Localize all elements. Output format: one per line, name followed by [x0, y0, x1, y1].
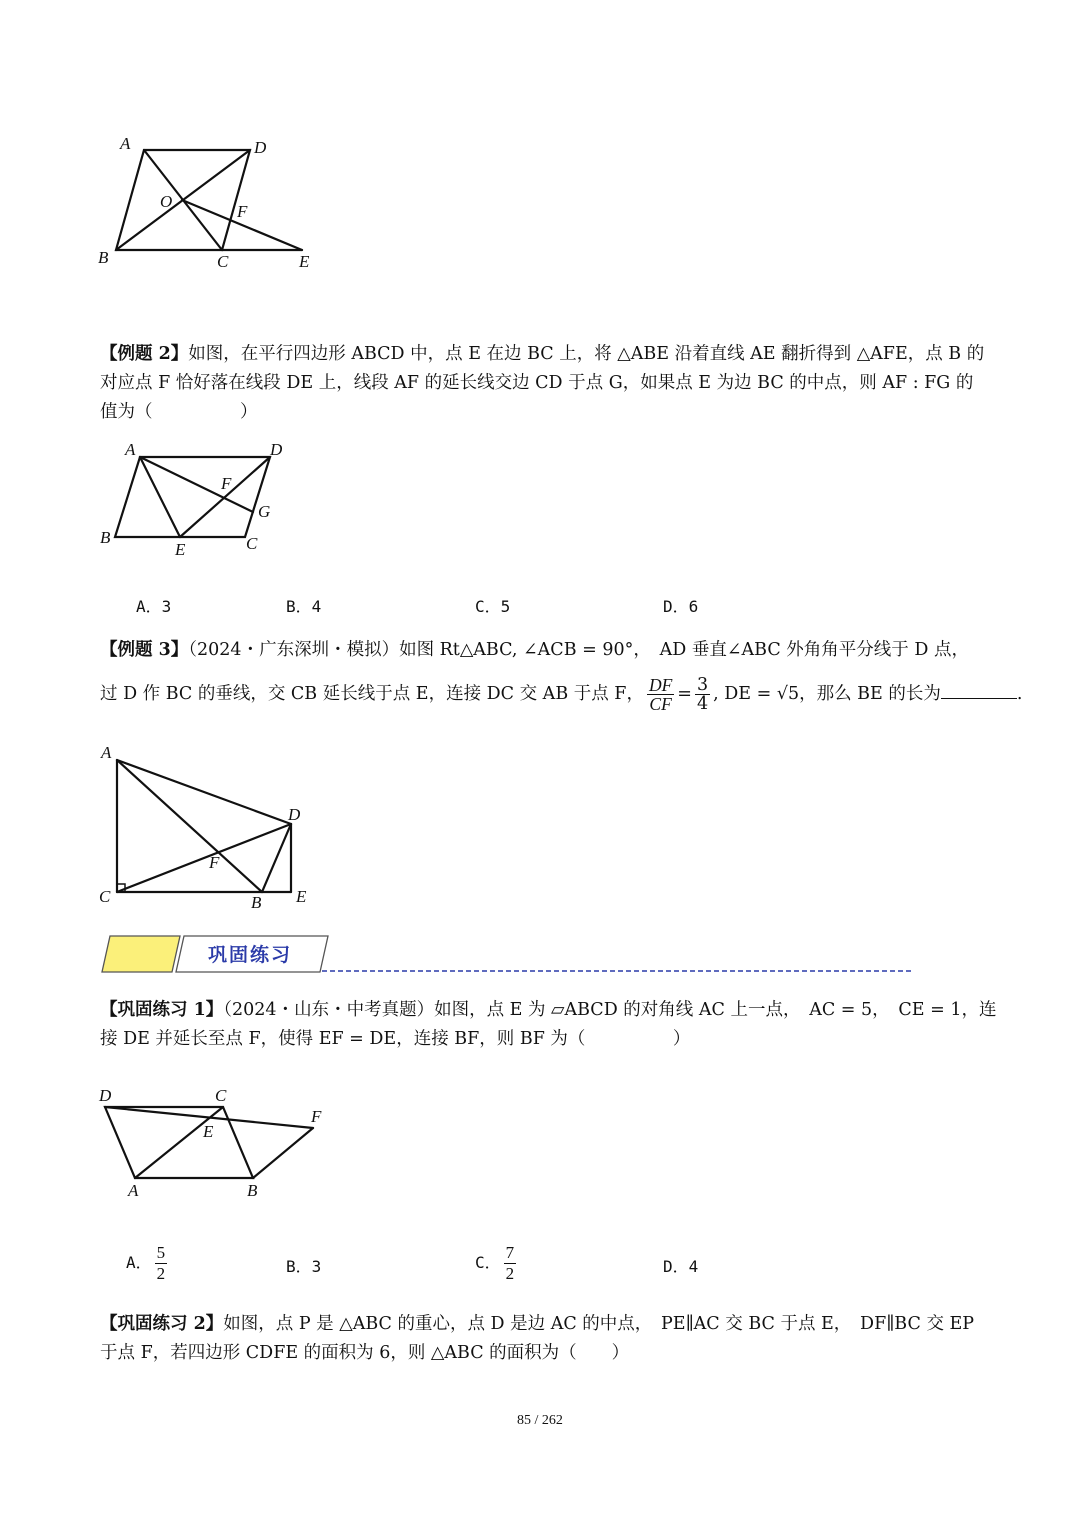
- segment-ab: [117, 760, 262, 892]
- practice1-choice-a[interactable]: [126, 1243, 170, 1284]
- example2-line3: 值为（ ）: [100, 402, 258, 422]
- choice-c-numerator: 7: [505, 1243, 515, 1262]
- label-o: O: [160, 192, 173, 211]
- practice1-line2: 接 DE 并延长至点 F，使得 EF = DE，连接 BF，则 BF 为（ ）: [100, 1029, 691, 1049]
- segment-ae: [140, 457, 180, 537]
- practice1-choice-d[interactable]: D．4: [663, 1257, 699, 1276]
- label-b: B: [251, 893, 262, 912]
- segment-ag: [140, 457, 253, 512]
- figure-parallelogram-aboe: [90, 125, 340, 275]
- label-a: A: [125, 440, 136, 459]
- practice1-line1: （2024・山东・中考真题）如图，点 E 为 ▱ABCD 的对角线 AC 上一点， AC = 5， CE = 1，连: [223, 1000, 997, 1020]
- practice1-question: [100, 996, 996, 1054]
- choice-c-label: C．: [475, 1253, 501, 1272]
- example3-line2-b: , DE = √5，那么 BE 的长为: [713, 684, 941, 704]
- label-e: E: [175, 540, 186, 559]
- label-g: G: [258, 502, 271, 521]
- example3-tag: 【例题 3】: [100, 640, 189, 660]
- choice-a-denominator: 2: [156, 1264, 166, 1283]
- page-number: 85 / 262: [517, 1413, 563, 1428]
- label-d: D: [99, 1086, 112, 1105]
- figure-right-triangle-abc: [95, 740, 325, 915]
- equals-sign: =: [677, 684, 692, 704]
- label-a: A: [128, 1181, 139, 1200]
- answer-blank[interactable]: [941, 684, 1017, 699]
- fraction-3: 3: [696, 675, 709, 695]
- label-f: F: [237, 202, 248, 221]
- label-c: C: [99, 887, 111, 906]
- example2-choice-a[interactable]: A．3: [136, 597, 172, 616]
- practice2-question: [100, 1310, 974, 1368]
- example3-line2-a: 过 D 作 BC 的垂线，交 CB 延长线于点 E，连接 DC 交 AB 于点 F，: [100, 684, 644, 704]
- label-b: B: [247, 1181, 258, 1200]
- fraction-4: 4: [696, 694, 709, 714]
- example3-line1: （2024・广东深圳・模拟）如图 Rt△ABC, ∠ACB = 90°， AD 垂直∠ABC 外角角平分线于 D 点，: [188, 640, 969, 660]
- practice1-choice-b[interactable]: B．3: [286, 1257, 322, 1276]
- fraction-cf: CF: [649, 694, 672, 714]
- choice-a-label: A．: [126, 1253, 152, 1272]
- label-b: B: [98, 248, 109, 267]
- example2-line1: 如图，在平行四边形 ABCD 中，点 E 在边 BC 上，将 △ABE 沿着直线 AE 翻折得到 △AFE，点 B 的: [188, 344, 985, 364]
- label-c: C: [246, 534, 258, 553]
- example2-line2: 对应点 F 恰好落在线段 DE 上，线段 AF 的延长线交边 CD 于点 G，如果点 E 为边 BC 的中点，则 AF : FG 的: [100, 373, 974, 393]
- example3-line2: [100, 675, 1022, 713]
- choice-a-numerator: 5: [156, 1243, 166, 1262]
- example2-choice-b[interactable]: B．4: [286, 597, 322, 616]
- example2-question: [100, 340, 984, 427]
- label-f: F: [209, 853, 220, 872]
- segment-cd: [117, 824, 291, 892]
- figure-parallelogram-def: [95, 1080, 335, 1200]
- segment-ad: [117, 760, 291, 824]
- label-b: B: [100, 528, 111, 547]
- figure-parallelogram-afg: [95, 435, 295, 565]
- example2-choice-d[interactable]: D．6: [663, 597, 699, 616]
- example3-line2-end: .: [1016, 684, 1023, 704]
- label-f: F: [221, 474, 232, 493]
- label-d: D: [288, 805, 301, 824]
- practice1-tag: 【巩固练习 1】: [100, 1000, 224, 1020]
- fraction-df: DF: [648, 675, 673, 695]
- practice1-choice-c[interactable]: [475, 1243, 519, 1284]
- example2-tag: 【例题 2】: [100, 344, 189, 364]
- label-e: E: [296, 887, 307, 906]
- section-title: 巩固练习: [208, 944, 293, 966]
- label-a: A: [120, 134, 131, 153]
- practice2-tag: 【巩固练习 2】: [100, 1314, 224, 1334]
- practice2-line2: 于点 F，若四边形 CDFE 的面积为 6，则 △ABC 的面积为（ ）: [100, 1343, 630, 1363]
- label-e: E: [203, 1122, 214, 1141]
- choice-c-denominator: 2: [505, 1264, 515, 1283]
- label-c: C: [217, 252, 229, 271]
- label-d: D: [254, 138, 267, 157]
- example2-choice-c[interactable]: C．5: [475, 597, 511, 616]
- label-c: C: [215, 1086, 227, 1105]
- segment-bf: [253, 1128, 313, 1178]
- section-header-practice: [100, 932, 920, 978]
- example3-question: [100, 636, 969, 665]
- label-e: E: [299, 252, 310, 271]
- label-d: D: [270, 440, 283, 459]
- label-a: A: [101, 743, 112, 762]
- section-yellow-tab: [102, 936, 180, 972]
- practice2-line1: 如图，点 P 是 △ABC 的重心，点 D 是边 AC 的中点， PE∥AC 交 BC 于点 E， DF∥BC 交 EP: [223, 1314, 975, 1334]
- label-f: F: [311, 1107, 322, 1126]
